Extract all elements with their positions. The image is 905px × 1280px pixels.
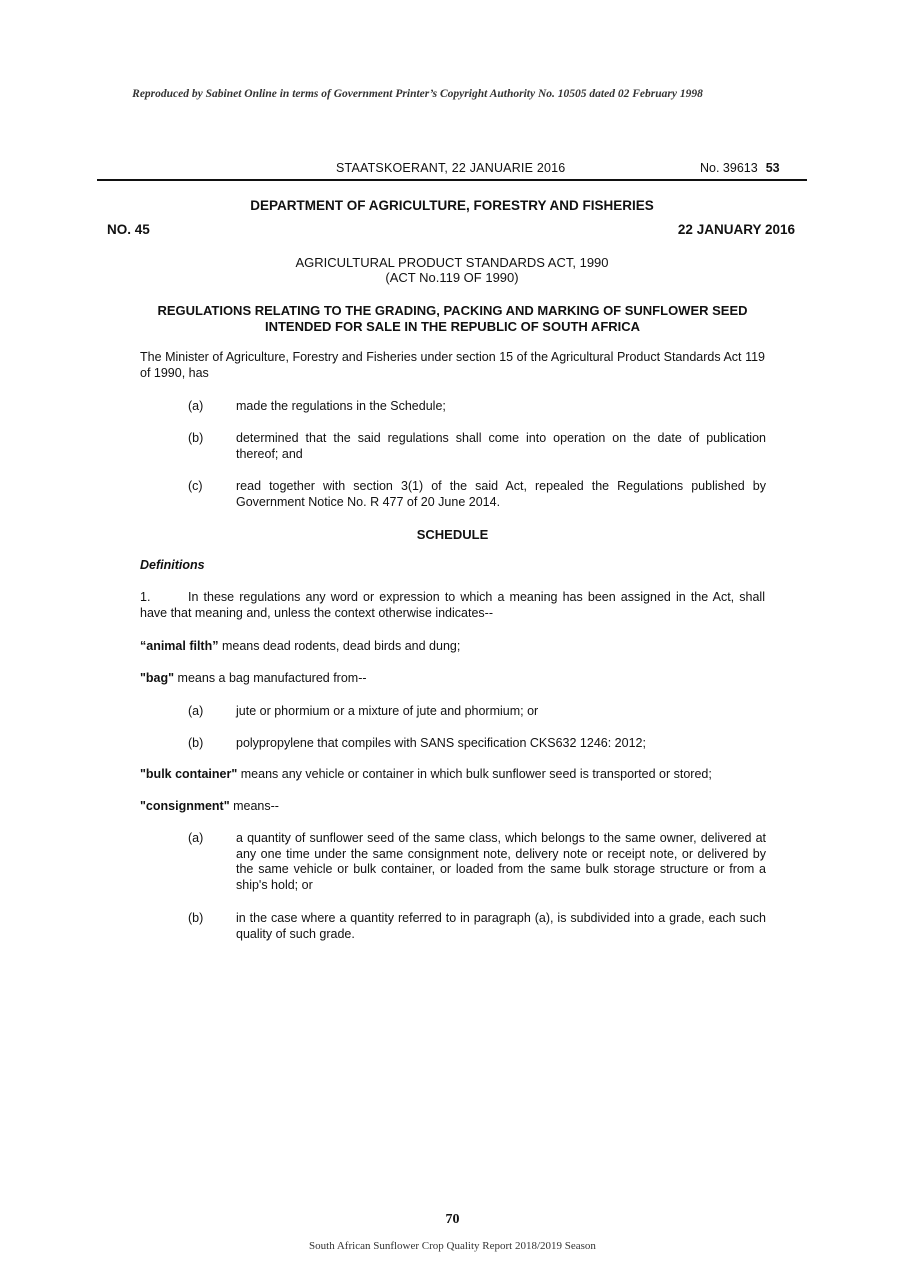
gazette-title-date: STAATSKOERANT, 22 JANUARIE 2016 (336, 161, 566, 175)
clause-text: In these regulations any word or expression to which a meaning has been assigned in the Act, shall have that meaning and, unless the context otherwise indicates-- (140, 590, 765, 620)
intro-paragraph: The Minister of Agriculture, Forestry and Fisheries under section 15 of the Agricultural Product Standards Act 119 of 1990, has (140, 350, 765, 380)
item-label: (a) (188, 399, 204, 413)
gazette-number-block (700, 161, 780, 175)
report-footer: South African Sunflower Crop Quality Report 2018/2019 Season (309, 1240, 596, 1252)
item-label: (b) (188, 431, 204, 445)
definition-text: means dead rodents, dead birds and dung; (218, 639, 461, 653)
reproduction-notice: Reproduced by Sabinet Online in terms of Government Printer’s Copyright Authority No. 10505 dated 02 February 1998 (132, 88, 703, 100)
item-label: (a) (188, 704, 204, 718)
notice-date: 22 JANUARY 2016 (677, 222, 795, 237)
item-text: polypropylene that compiles with SANS specification CKS632 1246: 2012; (236, 736, 646, 750)
item-text: in the case where a quantity referred to in paragraph (a), is subdivided into a grade, each such quality of such grade. (236, 911, 766, 941)
gazette-number: No. 39613 (700, 161, 758, 175)
regulation-title: REGULATIONS RELATING TO THE GRADING, PACKING AND MARKING OF SUNFLOWER SEED INTENDED FOR SALE IN THE REPUBLIC OF SOUTH AFRICA (157, 303, 748, 334)
page-number: 70 (445, 1212, 460, 1227)
definition-term: "consignment" (140, 799, 230, 813)
definition-bulk-container (140, 767, 765, 783)
notice-number: NO. 45 (107, 222, 150, 237)
gazette-page: 53 (765, 161, 780, 175)
definition-text: means-- (229, 799, 279, 813)
definition-text: means any vehicle or container in which bulk sunflower seed is transported or stored; (237, 767, 712, 781)
item-text: a quantity of sunflower seed of the same class, which belongs to the same owner, delivered at any one time under the same consignment note, delivery note or receipt note, or delivered by the same vehicle or bulk container, or loaded from the same bulk storage structure or from a ship's hold; or (236, 831, 766, 892)
act-number: (ACT No.119 OF 1990) (385, 270, 519, 285)
item-label: (c) (188, 479, 203, 493)
header-rule (97, 179, 807, 181)
definition-consignment (140, 799, 765, 815)
act-title: AGRICULTURAL PRODUCT STANDARDS ACT, 1990 (295, 255, 609, 270)
definition-bag (140, 671, 765, 687)
definition-term: “animal filth” (140, 639, 219, 653)
item-label: (b) (188, 736, 204, 750)
item-text: determined that the said regulations shall come into operation on the date of publication thereof; and (236, 431, 766, 461)
item-text: made the regulations in the Schedule; (236, 399, 446, 413)
schedule-heading: SCHEDULE (416, 527, 489, 542)
definition-text: means a bag manufactured from-- (174, 671, 367, 685)
item-text: jute or phormium or a mixture of jute and phormium; or (236, 704, 539, 718)
definitions-heading: Definitions (140, 558, 205, 572)
definition-term: "bag" (140, 671, 175, 685)
item-label: (b) (188, 911, 204, 925)
item-text: read together with section 3(1) of the said Act, repealed the Regulations published by Government Notice No. R 477 of 20 June 2014. (236, 479, 766, 509)
item-label: (a) (188, 831, 204, 845)
definition-animal-filth (140, 639, 765, 655)
definition-term: "bulk container" (140, 767, 238, 781)
clause-number: 1. (140, 590, 151, 604)
department-heading: DEPARTMENT OF AGRICULTURE, FORESTRY AND FISHERIES (250, 198, 654, 213)
